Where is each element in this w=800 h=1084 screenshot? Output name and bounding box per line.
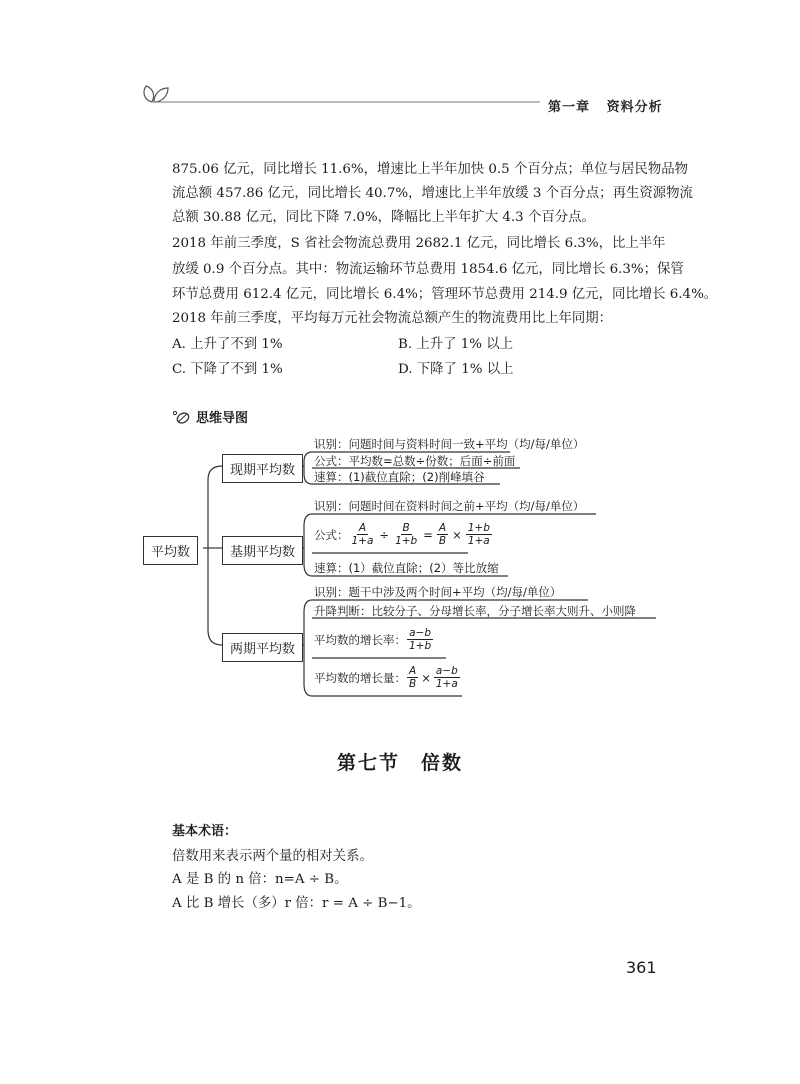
- b3-growth-rate: [314, 627, 434, 652]
- numerator: B: [402, 522, 410, 534]
- terms-line: A 是 B 的 n 倍：n=A ÷ B。: [172, 872, 348, 887]
- b1-formula: 公式：平均数=总数÷份数；后面÷前面: [314, 454, 516, 468]
- b3-amount-label: 平均数的增长量：: [314, 670, 406, 685]
- mindmap-branch-current: 现期平均数: [222, 454, 303, 483]
- numerator: a−b: [435, 665, 458, 677]
- mindmap-root: 平均数: [143, 536, 198, 565]
- page-number: 361: [626, 958, 657, 977]
- denominator: B: [438, 535, 447, 547]
- fraction: [466, 522, 492, 547]
- option-b: B. 上升了 1% 以上: [398, 337, 514, 352]
- denominator: 1+a: [351, 535, 374, 547]
- fraction: [407, 627, 433, 652]
- paragraph-line: 放缓 0.9 个百分点。其中：物流运输环节总费用 1854.6 亿元，同比增长 6.3%；保管: [172, 262, 684, 277]
- denominator: 1+b: [395, 535, 418, 547]
- chapter-label: 第一章: [548, 100, 591, 115]
- b2-identify: 识别：问题时间在资料时间之前+平均（均/每/单位）: [314, 499, 585, 513]
- b1-identify: 识别：问题时间与资料时间一致+平均（均/每/单位）: [314, 437, 585, 451]
- b2-quick-calc: 速算：(1）截位直除；(2）等比放缩: [314, 561, 499, 575]
- numerator: A: [438, 522, 447, 534]
- b2-formula: [314, 522, 493, 547]
- numerator: 1+b: [467, 522, 490, 534]
- numerator: A: [409, 665, 417, 677]
- question-stem: 2018 年前三季度，平均每万元社会物流总额产生的物流费用比上年同期：: [172, 311, 613, 326]
- fraction: [393, 522, 419, 547]
- fraction: [350, 522, 376, 547]
- paragraph-line: 875.06 亿元，同比增长 11.6%，增速比上半年加快 0.5 个百分点；单位与居民物品物: [172, 162, 689, 177]
- chapter-title: 资料分析: [606, 100, 663, 115]
- operator: ×: [452, 527, 462, 542]
- mindmap-branch-base: 基期平均数: [222, 536, 303, 565]
- operator: ×: [421, 670, 431, 685]
- denominator: 1+b: [409, 640, 432, 652]
- fraction: [407, 665, 418, 690]
- option-d: D. 下降了 1% 以上: [398, 362, 514, 377]
- operator: ÷: [379, 527, 390, 542]
- option-a: A. 上升了不到 1%: [172, 337, 283, 352]
- mindmap-branch-two-period: 两期平均数: [222, 633, 303, 662]
- b3-identify: 识别：题干中涉及两个时间+平均（均/每/单位）: [314, 585, 562, 599]
- denominator: 1+a: [435, 678, 458, 690]
- b3-growth-amount: [314, 665, 461, 690]
- mindmap-title-text: 思维导图: [196, 411, 249, 426]
- paragraph-line: 总额 30.88 亿元，同比下降 7.0%，降幅比上半年扩大 4.3 个百分点。: [172, 210, 595, 225]
- fraction: [437, 522, 448, 547]
- numerator: A: [358, 522, 367, 534]
- terms-line: A 比 B 增长（多）r 倍：r = A ÷ B−1。: [172, 896, 421, 911]
- terms-line: 倍数用来表示两个量的相对关系。: [172, 849, 373, 864]
- paragraph-text: 2018 年前三季度，S 省社会物流总费用 2682.1 亿元，同比增长 6.3%，比上半年: [172, 236, 666, 251]
- operator: =: [423, 527, 433, 542]
- denominator: B: [409, 678, 417, 690]
- numerator: a−b: [409, 627, 432, 639]
- option-c: C. 下降了不到 1%: [172, 362, 283, 377]
- fraction: [434, 665, 460, 690]
- paragraph-line: 流总额 457.86 亿元，同比增长 40.7%，增速比上半年放缓 3 个百分点；再生资源物流: [172, 186, 693, 201]
- section-title: 第七节 倍数: [336, 752, 463, 774]
- b3-judge: 升降判断：比较分子、分母增长率，分子增长率大则升、小则降: [314, 604, 636, 618]
- b1-quick-calc: 速算：(1)截位直除；(2)削峰填谷: [314, 470, 485, 484]
- paragraph-line: 环节总费用 612.4 亿元，同比增长 6.4%；管理环节总费用 214.9 亿元，同比增长 6.4%。: [172, 287, 718, 302]
- b3-rate-label: 平均数的增长率：: [314, 632, 406, 647]
- denominator: 1+a: [467, 535, 490, 547]
- b2-formula-label: 公式：: [314, 527, 349, 542]
- terms-heading: 基本术语：: [172, 824, 238, 839]
